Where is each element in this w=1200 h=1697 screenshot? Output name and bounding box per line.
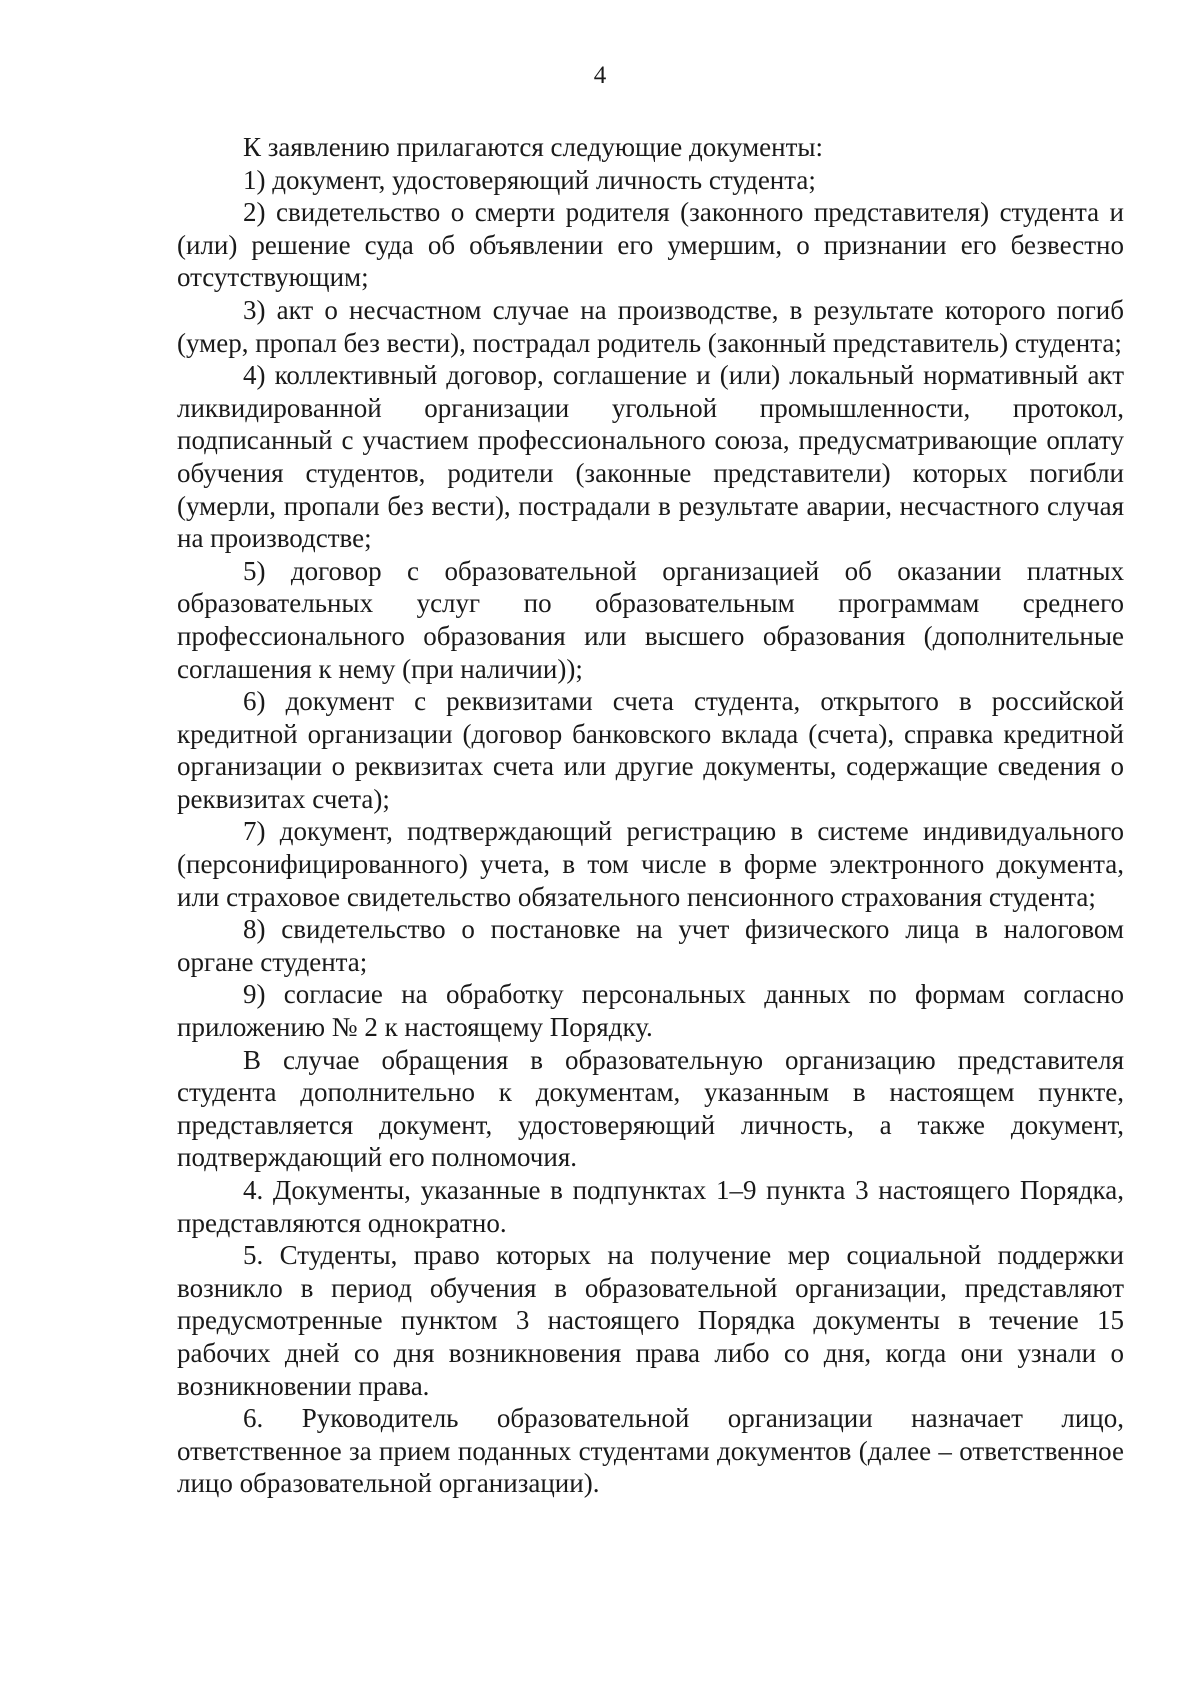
list-item-4: 4) коллективный договор, соглашение и (или) локальный нормативный акт ликвидированной организации угольной промышленности, протокол, подписанный с участием профессионального союза, предусматривающие оплату обучения студентов, родители (законные представители) которых погибли (умерли, пропали без вести), пострадали в результате аварии, несчастного случая на производстве; — [177, 360, 1124, 554]
list-item-9: 9) согласие на обработку персональных данных по формам согласно приложению № 2 к настоящему Порядку. — [177, 979, 1124, 1043]
list-item-2: 2) свидетельство о смерти родителя (законного представителя) студента и (или) решение суда об объявлении его умершим, о признании его безвестно отсутствующим; — [177, 197, 1124, 293]
paragraph-representative: В случае обращения в образовательную организацию представителя студента дополнительно к документам, указанным в настоящем пункте, представляется документ, удостоверяющий личность, а также документ, подтверждающий его полномочия. — [177, 1044, 1124, 1173]
list-item-8: 8) свидетельство о постановке на учет физического лица в налоговом органе студента; — [177, 914, 1124, 977]
list-item-3: 3) акт о несчастном случае на производстве, в результате которого погиб (умер, пропал без вести), пострадал родитель (законный представитель) студента; — [177, 294, 1124, 358]
list-item-7: 7) документ, подтверждающий регистрацию в системе индивидуального (персонифицированного) учета, в том числе в форме электронного документа, или страховое свидетельство обязательного пенсионного страхования студента; — [177, 816, 1124, 912]
paragraph-documents-intro: К заявлению прилагаются следующие документы: — [243, 132, 824, 162]
document-body — [177, 131, 1124, 1500]
list-item-5: 5) договор с образовательной организацией об оказании платных образовательных услуг по образовательным программам среднего профессионального образования или высшего образования (дополнительные соглашения к нему (при наличии)); — [177, 555, 1124, 684]
list-item-6: 6) документ с реквизитами счета студента, открытого в российской кредитной организации (договор банковского вклада (счета), справка кредитной организации о реквизитах счета или другие документы, содержащие сведения о реквизитах счета); — [177, 686, 1124, 814]
list-item-1: 1) документ, удостоверяющий личность студента; — [243, 164, 816, 195]
paragraph-item-4: 4. Документы, указанные в подпунктах 1–9 пункта 3 настоящего Порядка, представляются однократно. — [177, 1175, 1124, 1238]
page-number: 4 — [593, 62, 607, 89]
paragraph-item-6: 6. Руководитель образовательной организации назначает лицо, ответственное за прием поданных студентами документов (далее – ответственное лицо образовательной организации). — [177, 1403, 1124, 1499]
paragraph-item-5: 5. Студенты, право которых на получение мер социальной поддержки возникло в период обучения в образовательной организации, представляют предусмотренные пунктом 3 настоящего Порядка документы в течение 15 рабочих дней со дня возникновения права либо со дня, когда они узнали о возникновении права. — [177, 1240, 1124, 1401]
